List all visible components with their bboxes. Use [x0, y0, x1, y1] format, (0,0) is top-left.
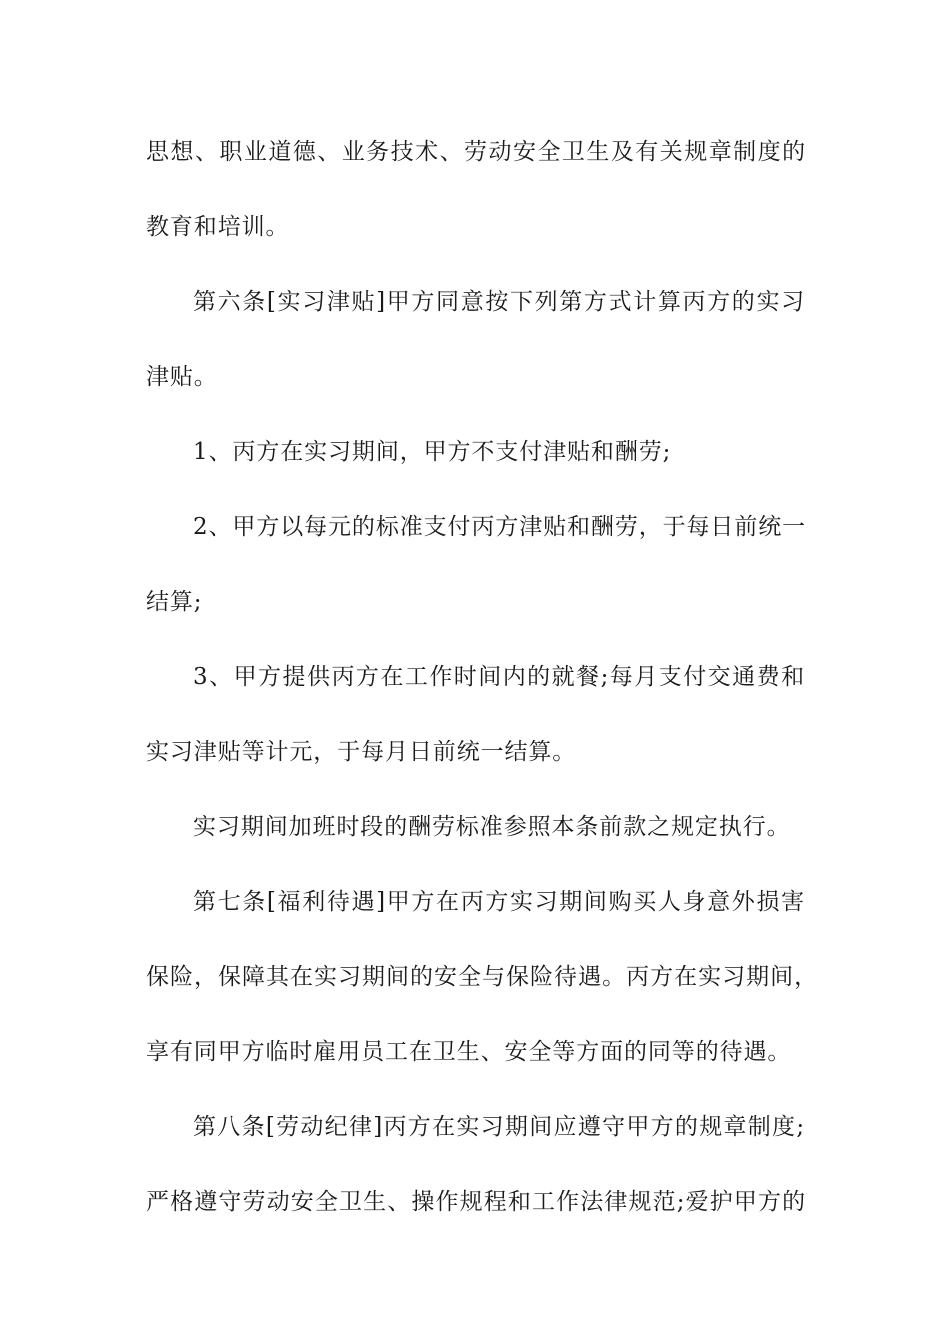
article-6-heading-line: 第六条[实习津贴]甲方同意按下列第方式计算丙方的实习 [193, 289, 805, 315]
paragraph-line: 结算; [146, 589, 203, 615]
paragraph-line: 严格遵守劳动安全卫生、操作规程和工作法律规范;爱护甲方的 [146, 1189, 806, 1215]
paragraph-line: 思想、职业道德、业务技术、劳动安全卫生及有关规章制度的 [146, 139, 806, 165]
paragraph-line: 津贴。 [146, 364, 218, 390]
paragraph-line: 教育和培训。 [146, 214, 290, 240]
paragraph-line: 享有同甲方临时雇用员工在卫生、安全等方面的同等的待遇。 [146, 1039, 792, 1065]
overtime-paragraph: 实习期间加班时段的酬劳标准参照本条前款之规定执行。 [193, 814, 791, 840]
article-8-heading-line: 第八条[劳动纪律]丙方在实习期间应遵守甲方的规章制度; [193, 1114, 805, 1140]
paragraph-line: 实习津贴等计元，于每月日前统一结算。 [146, 739, 577, 765]
list-item-3: 3、甲方提供丙方在工作时间内的就餐;每月支付交通费和 [193, 664, 805, 690]
list-item-1: 1、丙方在实习期间，甲方不支付津贴和酬劳; [193, 439, 672, 465]
article-7-heading-line: 第七条[福利待遇]甲方在丙方实习期间购买人身意外损害 [193, 889, 805, 915]
paragraph-line: 保险，保障其在实习期间的安全与保险待遇。丙方在实习期间， [146, 964, 818, 990]
list-item-2: 2、甲方以每元的标准支付丙方津贴和酬劳，于每日前统一 [193, 514, 807, 540]
